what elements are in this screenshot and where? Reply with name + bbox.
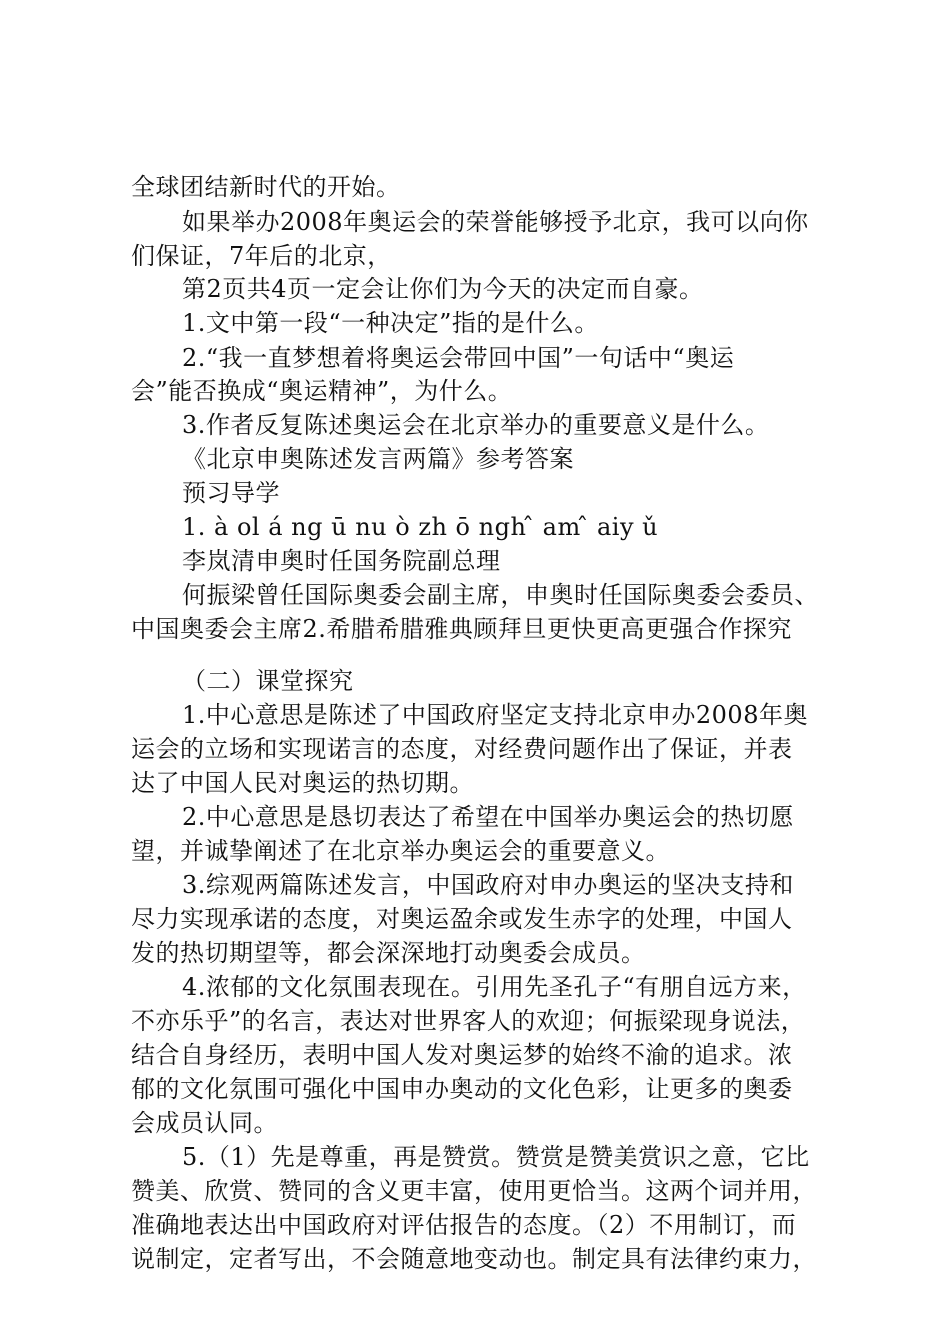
text-line: 赞美、欣赏、赞同的含义更丰富，使用更恰当。这两个词并用， (131, 1177, 817, 1205)
text-line: 尽力实现承诺的态度，对奥运盈余或发生赤字的处理，中国人 (131, 905, 793, 933)
text-line: 《北京申奥陈述发言两篇》参考答案 (182, 445, 574, 473)
text-line: 3.综观两篇陈述发言，中国政府对申办奥运的坚决支持和 (182, 871, 794, 899)
text-line: 结合自身经历，表明中国人发对奥运梦的始终不渝的追求。浓 (131, 1041, 793, 1069)
text-line: 郁的文化氛围可强化中国申办奥动的文化色彩，让更多的奥委 (131, 1075, 793, 1103)
text-line: 李岚清申奥时任国务院副总理 (182, 547, 501, 575)
text-line: 1. à ol á ng ū nu ò zh ō ngh ̂ am ̂ aiy ǔ (182, 513, 659, 541)
text-line: 3.作者反复陈述奥运会在北京举办的重要意义是什么。 (182, 411, 770, 439)
text-line: 会成员认同。 (131, 1109, 278, 1137)
text-line: 5.（1）先是尊重，再是赞赏。赞赏是赞美赏识之意，它比 (182, 1143, 810, 1171)
text-line: 2.中心意思是恳切表达了希望在中国举办奥运会的热切愿 (182, 803, 794, 831)
text-line: 2.“我一直梦想着将奥运会带回中国”一句话中“奥运 (182, 344, 735, 372)
text-line: 发的热切期望等，都会深深地打动奥委会成员。 (131, 939, 646, 967)
text-line: 达了中国人民对奥运的热切期。 (131, 769, 474, 797)
text-line: 1.中心意思是陈述了中国政府坚定支持北京申办2008年奥 (182, 701, 808, 729)
text-line: 4.浓郁的文化氛围表现在。引用先圣孔子“有朋自远方来， (182, 973, 807, 1001)
text-line: 望，并诚挚阐述了在北京举办奥运会的重要意义。 (131, 837, 670, 865)
text-line: 如果举办2008年奥运会的荣誉能够授予北京，我可以向你 (182, 208, 809, 236)
text-line: 们保证，7年后的北京， (131, 242, 392, 270)
text-line: 准确地表达出中国政府对评估报告的态度。（2）不用制订，而 (131, 1211, 797, 1239)
text-line: 第2页共4页一定会让你们为今天的决定而自豪。 (182, 275, 704, 303)
text-line: 会”能否换成“奥运精神”，为什么。 (131, 377, 513, 405)
text-line: 1.文中第一段“一种决定”指的是什么。 (182, 309, 599, 337)
text-line: 中国奥委会主席2.希腊希腊雅典顾拜旦更快更高更强合作探究 (131, 615, 792, 643)
text-line: 全球团结新时代的开始。 (131, 173, 401, 201)
text-line: 说制定，定者写出，不会随意地变动也。制定具有法律约束力， (131, 1245, 817, 1273)
text-line: 何振梁曾任国际奥委会副主席，申奥时任国际奥委会委员、 (182, 581, 819, 609)
text-line: 不亦乐乎”的名言，表达对世界客人的欢迎；何振梁现身说法， (131, 1007, 806, 1035)
section-heading: （二）课堂探究 (182, 667, 354, 695)
text-line: 预习导学 (182, 479, 280, 507)
text-line: 运会的立场和实现诺言的态度，对经费问题作出了保证，并表 (131, 735, 793, 763)
